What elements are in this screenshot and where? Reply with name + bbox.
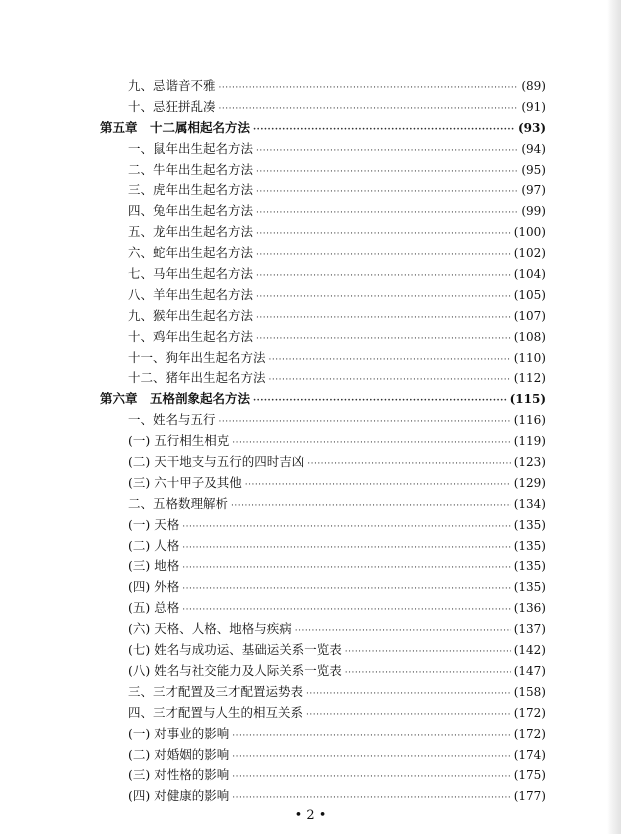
toc-entry-title: 十一、狗年出生起名方法 — [128, 349, 266, 365]
toc-leader-dots — [256, 308, 511, 329]
toc-entry-page: (104) — [513, 267, 546, 282]
toc-entry-page: (110) — [513, 350, 546, 365]
toc-leader-dots — [256, 141, 518, 162]
toc-entry-title: 四、三才配置与人生的相互关系 — [128, 704, 304, 720]
toc-entry-page: (134) — [513, 496, 546, 511]
toc-leader-dots — [256, 182, 518, 203]
toc-entry — [100, 306, 546, 327]
toc-leader-dots — [295, 621, 511, 642]
toc-entry-page: (119) — [513, 434, 546, 449]
toc-entry — [100, 180, 546, 201]
toc-entry — [100, 786, 546, 807]
toc-entry-page: (99) — [521, 204, 546, 219]
toc-entry — [100, 243, 546, 264]
toc-entry — [100, 431, 546, 452]
toc-entry — [100, 348, 546, 369]
toc-entry — [100, 452, 546, 473]
toc-entry-title: 五、龙年出生起名方法 — [128, 224, 254, 240]
toc-entry-page: (95) — [521, 162, 546, 177]
toc-leader-dots — [245, 475, 511, 496]
toc-entry-title: 八、羊年出生起名方法 — [128, 286, 254, 302]
toc-entry-title: 三、虎年出生起名方法 — [128, 182, 254, 198]
toc-entry — [100, 76, 546, 97]
toc-entry-page: (135) — [513, 538, 546, 553]
toc-entry-page: (93) — [517, 120, 546, 135]
toc-entry-page: (115) — [509, 392, 546, 407]
toc-leader-dots — [182, 538, 510, 559]
toc-entry — [100, 222, 546, 243]
toc-leader-dots — [306, 684, 511, 705]
toc-entry — [100, 139, 546, 160]
toc-entry-page: (107) — [513, 308, 546, 323]
toc-entry-title: (四) 外格 — [128, 579, 180, 595]
toc-entry-title: (七) 姓名与成功运、基础运关系一览表 — [128, 642, 342, 658]
toc-entry-page: (102) — [513, 246, 546, 261]
toc-leader-dots — [256, 162, 518, 183]
toc-entry — [100, 536, 546, 557]
toc-entry — [100, 201, 546, 222]
toc-entry-title: 第五章 十二属相起名方法 — [100, 119, 251, 135]
toc-chapter-entry — [100, 389, 546, 410]
toc-entry-page: (142) — [513, 643, 546, 658]
toc-leader-dots — [219, 412, 511, 433]
toc-entry-title: 一、姓名与五行 — [128, 412, 216, 428]
toc-leader-dots — [231, 496, 511, 517]
toc-entry-page: (135) — [513, 517, 546, 532]
toc-chapter-entry — [100, 118, 546, 139]
toc-leader-dots — [219, 78, 519, 99]
toc-entry-page: (137) — [513, 622, 546, 637]
toc-entry-title: 六、蛇年出生起名方法 — [128, 245, 254, 261]
toc-leader-dots — [256, 329, 511, 350]
toc-leader-dots — [253, 391, 507, 412]
toc-leader-dots — [232, 767, 510, 788]
toc-entry-page: (112) — [513, 371, 546, 386]
toc-entry-title: (三) 地格 — [128, 558, 180, 574]
toc-leader-dots — [256, 266, 511, 287]
toc-entry-page: (158) — [513, 684, 546, 699]
toc-leader-dots — [256, 245, 511, 266]
toc-leader-dots — [253, 120, 515, 141]
toc-entry — [100, 285, 546, 306]
toc-leader-dots — [345, 642, 511, 663]
toc-entry — [100, 703, 546, 724]
toc-leader-dots — [232, 788, 510, 809]
toc-entry-title: 四、兔年出生起名方法 — [128, 203, 254, 219]
toc-entry-page: (175) — [513, 768, 546, 783]
toc-leader-dots — [345, 663, 511, 684]
toc-entry-title: (八) 姓名与社交能力及人际关系一览表 — [128, 662, 342, 678]
toc-leader-dots — [306, 705, 511, 726]
table-of-contents — [100, 76, 546, 807]
toc-entry-title: 一、鼠年出生起名方法 — [128, 140, 254, 156]
toc-entry — [100, 640, 546, 661]
toc-entry-title: (三) 对性格的影响 — [128, 767, 230, 783]
toc-leader-dots — [269, 350, 511, 371]
toc-entry — [100, 160, 546, 181]
toc-entry — [100, 368, 546, 389]
toc-entry-page: (129) — [513, 475, 546, 490]
toc-entry-title: (六) 天格、人格、地格与疾病 — [128, 621, 292, 637]
toc-leader-dots — [307, 454, 510, 475]
toc-entry-title: (一) 天格 — [128, 516, 180, 532]
toc-leader-dots — [182, 558, 510, 579]
toc-leader-dots — [256, 224, 511, 245]
toc-entry — [100, 473, 546, 494]
toc-leader-dots — [182, 517, 510, 538]
toc-leader-dots — [182, 579, 510, 600]
toc-leader-dots — [256, 203, 518, 224]
toc-entry — [100, 515, 546, 536]
toc-entry-page: (135) — [513, 580, 546, 595]
toc-entry-title: (四) 对健康的影响 — [128, 788, 230, 804]
toc-entry — [100, 264, 546, 285]
toc-entry — [100, 745, 546, 766]
toc-leader-dots — [219, 99, 519, 120]
toc-entry — [100, 765, 546, 786]
toc-entry-title: 九、忌谐音不雅 — [128, 78, 216, 93]
toc-entry — [100, 682, 546, 703]
toc-entry-page: (172) — [513, 705, 546, 720]
toc-leader-dots — [256, 287, 511, 308]
toc-entry-page: (94) — [521, 141, 546, 156]
toc-entry-page: (116) — [513, 413, 546, 428]
toc-entry-title: 十、忌狂拼乱凑 — [128, 98, 216, 114]
toc-entry-title: 二、牛年出生起名方法 — [128, 161, 254, 177]
toc-entry — [100, 494, 546, 515]
toc-leader-dots — [182, 600, 510, 621]
toc-entry-title: 三、三才配置及三才配置运势表 — [128, 683, 304, 699]
toc-entry-title: (一) 五行相生相克 — [128, 433, 230, 449]
toc-entry-title: 七、马年出生起名方法 — [128, 266, 254, 282]
toc-entry — [100, 556, 546, 577]
toc-entry-page: (147) — [513, 663, 546, 678]
toc-leader-dots — [232, 747, 510, 768]
toc-leader-dots — [232, 726, 510, 747]
toc-entry-page: (97) — [521, 183, 546, 198]
toc-entry-title: (五) 总格 — [128, 600, 180, 616]
toc-entry — [100, 97, 546, 118]
toc-leader-dots — [232, 433, 510, 454]
toc-entry — [100, 598, 546, 619]
toc-entry — [100, 577, 546, 598]
toc-leader-dots — [269, 370, 511, 391]
toc-entry-page: (123) — [513, 455, 546, 470]
toc-entry-page: (91) — [521, 99, 546, 114]
toc-entry-page: (136) — [513, 601, 546, 616]
toc-entry — [100, 724, 546, 745]
toc-entry-page: (100) — [513, 225, 546, 240]
toc-entry-page: (135) — [513, 559, 546, 574]
toc-entry-title: (二) 对婚姻的影响 — [128, 746, 230, 762]
toc-entry-page: (174) — [513, 747, 546, 762]
toc-entry-page: (89) — [521, 79, 546, 93]
toc-entry-page: (108) — [513, 329, 546, 344]
toc-entry-page: (177) — [513, 789, 546, 804]
toc-entry-page: (105) — [513, 287, 546, 302]
toc-entry-title: 第六章 五格剖象起名方法 — [100, 391, 251, 407]
toc-entry-title: 十二、猪年出生起名方法 — [128, 370, 266, 386]
toc-entry-title: 九、猴年出生起名方法 — [128, 307, 254, 323]
toc-entry-page: (172) — [513, 726, 546, 741]
toc-entry — [100, 619, 546, 640]
toc-entry-title: (二) 天干地支与五行的四时吉凶 — [128, 454, 305, 470]
toc-entry-title: (三) 六十甲子及其他 — [128, 474, 242, 490]
page-edge-shadow — [607, 0, 621, 834]
page-number: • 2 • — [294, 808, 327, 823]
toc-entry-title: 十、鸡年出生起名方法 — [128, 328, 254, 344]
toc-entry-title: 二、五格数理解析 — [128, 495, 229, 511]
toc-entry — [100, 410, 546, 431]
toc-entry-title: (二) 人格 — [128, 537, 180, 553]
toc-entry — [100, 327, 546, 348]
toc-entry-title: (一) 对事业的影响 — [128, 725, 230, 741]
toc-entry — [100, 661, 546, 682]
